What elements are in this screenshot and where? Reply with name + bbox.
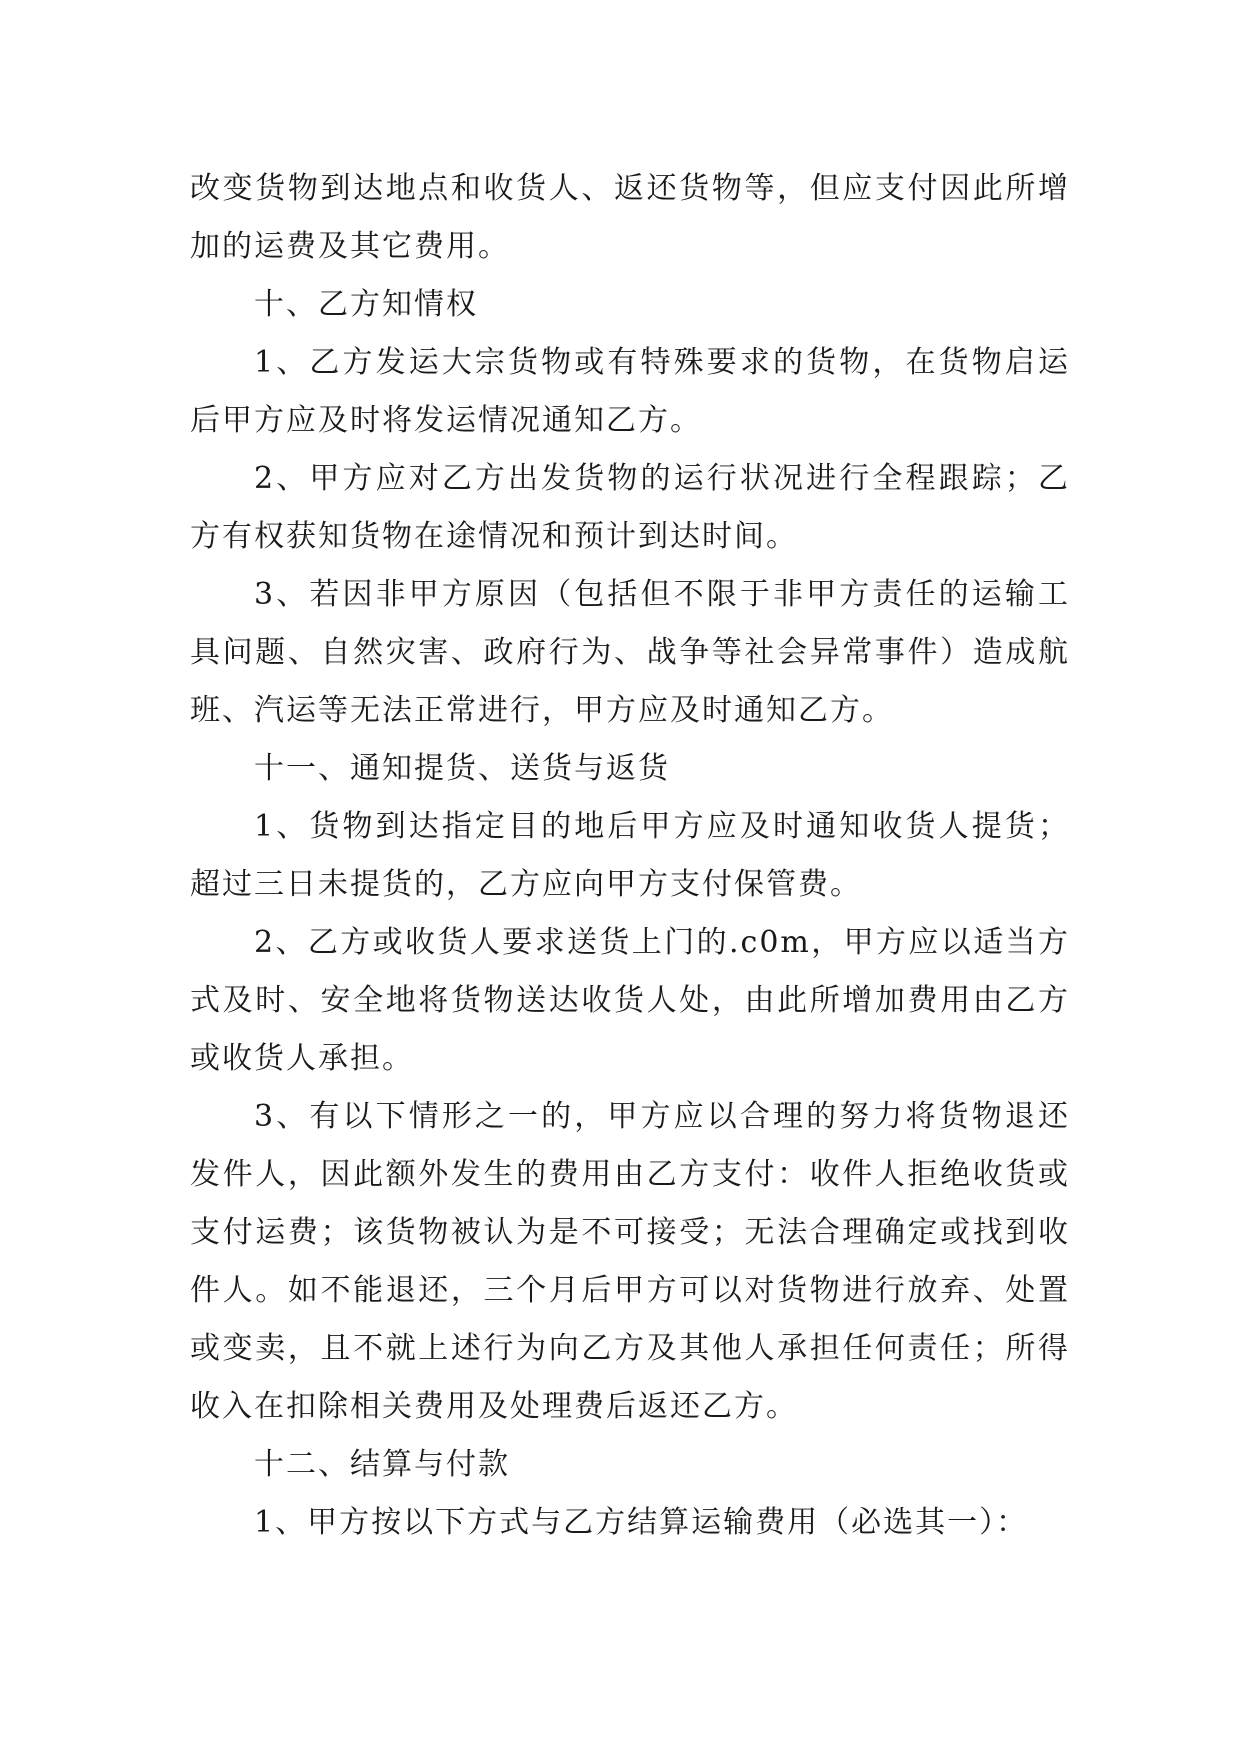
section-heading-12: 十二、结算与付款 [254,1447,510,1482]
clause-11-3: 3、有以下情形之一的，甲方应以合理的努力将货物退还发件人，因此额外发生的费用由乙方支付：收件人拒绝收货或支付运费；该货物被认为是不可接受；无法合理确定或找到收件人。如不能退还，三个月后甲方可以对货物进行放弃、处置或变卖，且不就上述行为向乙方及其他人承担任何责任；所得收入在扣除相关费用及处理费后返还乙方。 [190,1099,1070,1424]
document-page [190,160,1070,1552]
clause-11-2: 2、乙方或收货人要求送货上门的.c0m，甲方应以适当方式及时、安全地将货物送达收货人处，由此所增加费用由乙方或收货人承担。 [190,925,1070,1076]
clause-10-2: 2、甲方应对乙方出发货物的运行状况进行全程跟踪；乙方有权获知货物在途情况和预计到达时间。 [190,461,1070,554]
clause-11-1: 1、货物到达指定目的地后甲方应及时通知收货人提货；超过三日未提货的，乙方应向甲方支付保管费。 [190,809,1070,902]
paragraph-continuation: 改变货物到达地点和收货人、返还货物等，但应支付因此所增加的运费及其它费用。 [190,171,1070,264]
section-heading-11: 十一、通知提货、送货与返货 [254,751,670,786]
section-heading-10: 十、乙方知情权 [254,287,478,322]
clause-10-1: 1、乙方发运大宗货物或有特殊要求的货物，在货物启运后甲方应及时将发运情况通知乙方。 [190,345,1070,438]
clause-10-3: 3、若因非甲方原因（包括但不限于非甲方责任的运输工具问题、自然灾害、政府行为、战争等社会异常事件）造成航班、汽运等无法正常进行，甲方应及时通知乙方。 [190,577,1070,728]
clause-12-1: 1、甲方按以下方式与乙方结算运输费用（必选其一）： [254,1505,1029,1540]
